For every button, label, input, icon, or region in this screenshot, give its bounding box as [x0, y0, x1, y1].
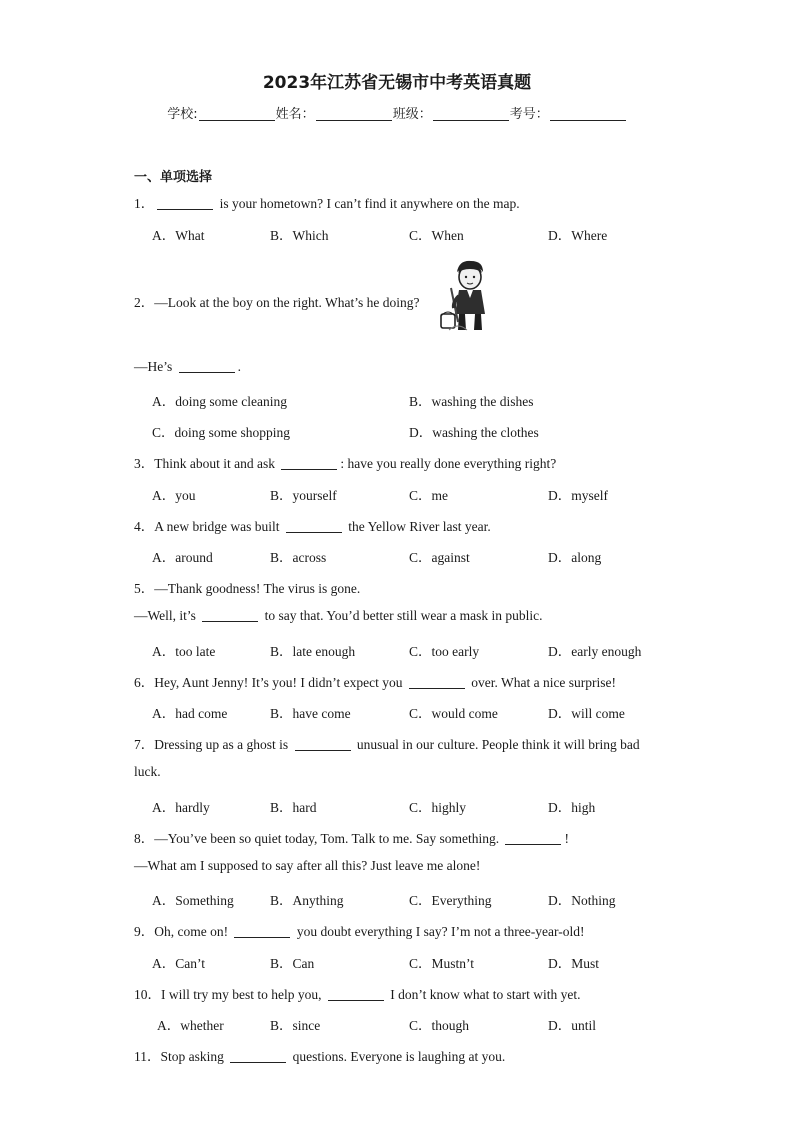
option-b[interactable]: B．Anything	[270, 893, 344, 908]
class-field[interactable]	[433, 107, 509, 121]
option-d[interactable]: D．washing the clothes	[409, 425, 539, 440]
option-b[interactable]: B．Which	[270, 228, 329, 243]
answer-blank	[328, 988, 384, 1001]
question-6-stem: 6．Hey, Aunt Jenny! It’s you! I didn’t expect you over. What a nice surprise!	[134, 675, 617, 690]
page-title: 2023年江苏省无锡市中考英语真题	[262, 73, 532, 93]
school-field[interactable]	[199, 107, 275, 121]
option-b[interactable]: B．have come	[270, 706, 351, 721]
option-a[interactable]: A．doing some cleaning	[152, 394, 287, 409]
option-d[interactable]: D．myself	[548, 488, 608, 503]
question-10-stem: 10．I will try my best to help you, I don’t know what to start with yet.	[134, 987, 581, 1002]
option-c[interactable]: C．though	[409, 1018, 470, 1033]
option-d[interactable]: D．Must	[548, 956, 600, 971]
option-a[interactable]: A．you	[152, 488, 196, 503]
option-a[interactable]: A．What	[152, 228, 205, 243]
option-a[interactable]: A．hardly	[152, 800, 210, 815]
answer-blank	[179, 360, 235, 373]
answer-blank	[505, 832, 561, 845]
option-a[interactable]: A．Can’t	[152, 956, 205, 971]
question-4-stem: 4．A new bridge was built the Yellow River last year.	[134, 519, 491, 534]
option-d[interactable]: D．Nothing	[548, 893, 616, 908]
answer-blank	[409, 676, 465, 689]
question-11-stem: 11．Stop asking questions. Everyone is laughing at you.	[134, 1049, 506, 1064]
option-c[interactable]: C．doing some shopping	[152, 425, 291, 440]
question-7-stem-continued: luck.	[134, 764, 161, 779]
option-d[interactable]: D．early enough	[548, 644, 642, 659]
school-label: 学校:	[167, 107, 198, 122]
student-info-row	[0, 103, 794, 122]
question-5-stem: 5．—Thank goodness! The virus is gone.	[134, 581, 361, 596]
option-c[interactable]: C．Everything	[409, 893, 492, 908]
option-b[interactable]: B．hard	[270, 800, 317, 815]
option-c[interactable]: C．Mustn’t	[409, 956, 475, 971]
option-b[interactable]: B．since	[270, 1018, 321, 1033]
answer-blank	[295, 738, 351, 751]
question-2-answer-line: —He’s .	[134, 359, 241, 374]
option-a[interactable]: A．whether	[157, 1018, 224, 1033]
option-b[interactable]: B．late enough	[270, 644, 356, 659]
answer-blank	[281, 457, 337, 470]
option-c[interactable]: C．highly	[409, 800, 467, 815]
name-field[interactable]	[316, 107, 392, 121]
option-a[interactable]: A．too late	[152, 644, 216, 659]
option-d[interactable]: D．high	[548, 800, 596, 815]
option-d[interactable]: D．Where	[548, 228, 608, 243]
question-5-answer-line: —Well, it’s to say that. You’d better still wear a mask in public.	[134, 608, 543, 623]
name-label: 姓名：	[275, 107, 315, 122]
option-c[interactable]: C．would come	[409, 706, 498, 721]
question-2-stem: 2．—Look at the boy on the right. What’s he doing?	[134, 295, 420, 310]
option-a[interactable]: A．had come	[152, 706, 228, 721]
option-a[interactable]: A．Something	[152, 893, 234, 908]
answer-blank	[157, 197, 213, 210]
boy-mopping-illustration	[437, 258, 499, 336]
option-b[interactable]: B．washing the dishes	[409, 394, 534, 409]
option-c[interactable]: C．too early	[409, 644, 480, 659]
option-c[interactable]: C．me	[409, 488, 448, 503]
id-field[interactable]	[550, 107, 626, 121]
option-c[interactable]: C．When	[409, 228, 464, 243]
question-8-answer-line: —What am I supposed to say after all this? Just leave me alone!	[134, 858, 481, 873]
question-8-stem: 8．—You’ve been so quiet today, Tom. Talk to me. Say something. !	[134, 831, 569, 846]
option-b[interactable]: B．Can	[270, 956, 315, 971]
question-9-stem: 9．Oh, come on! you doubt everything I say? I’m not a three-year-old!	[134, 924, 585, 939]
question-3-stem: 3．Think about it and ask : have you really done everything right?	[134, 456, 557, 471]
answer-blank	[286, 520, 342, 533]
option-b[interactable]: B．across	[270, 550, 327, 565]
answer-blank	[234, 925, 290, 938]
section-title: 一、单项选择	[134, 170, 213, 185]
option-d[interactable]: D．will come	[548, 706, 625, 721]
option-d[interactable]: D．until	[548, 1018, 597, 1033]
option-b[interactable]: B．yourself	[270, 488, 337, 503]
answer-blank	[202, 609, 258, 622]
id-label: 考号：	[509, 107, 549, 122]
option-c[interactable]: C．against	[409, 550, 470, 565]
option-d[interactable]: D．along	[548, 550, 602, 565]
answer-blank	[230, 1050, 286, 1063]
class-label: 班级：	[392, 107, 432, 122]
option-a[interactable]: A．around	[152, 550, 213, 565]
question-7-stem: 7．Dressing up as a ghost is unusual in our culture. People think it will bring bad	[134, 737, 640, 752]
question-1-stem: 1． is your hometown? I can’t find it anywhere on the map.	[134, 196, 520, 211]
